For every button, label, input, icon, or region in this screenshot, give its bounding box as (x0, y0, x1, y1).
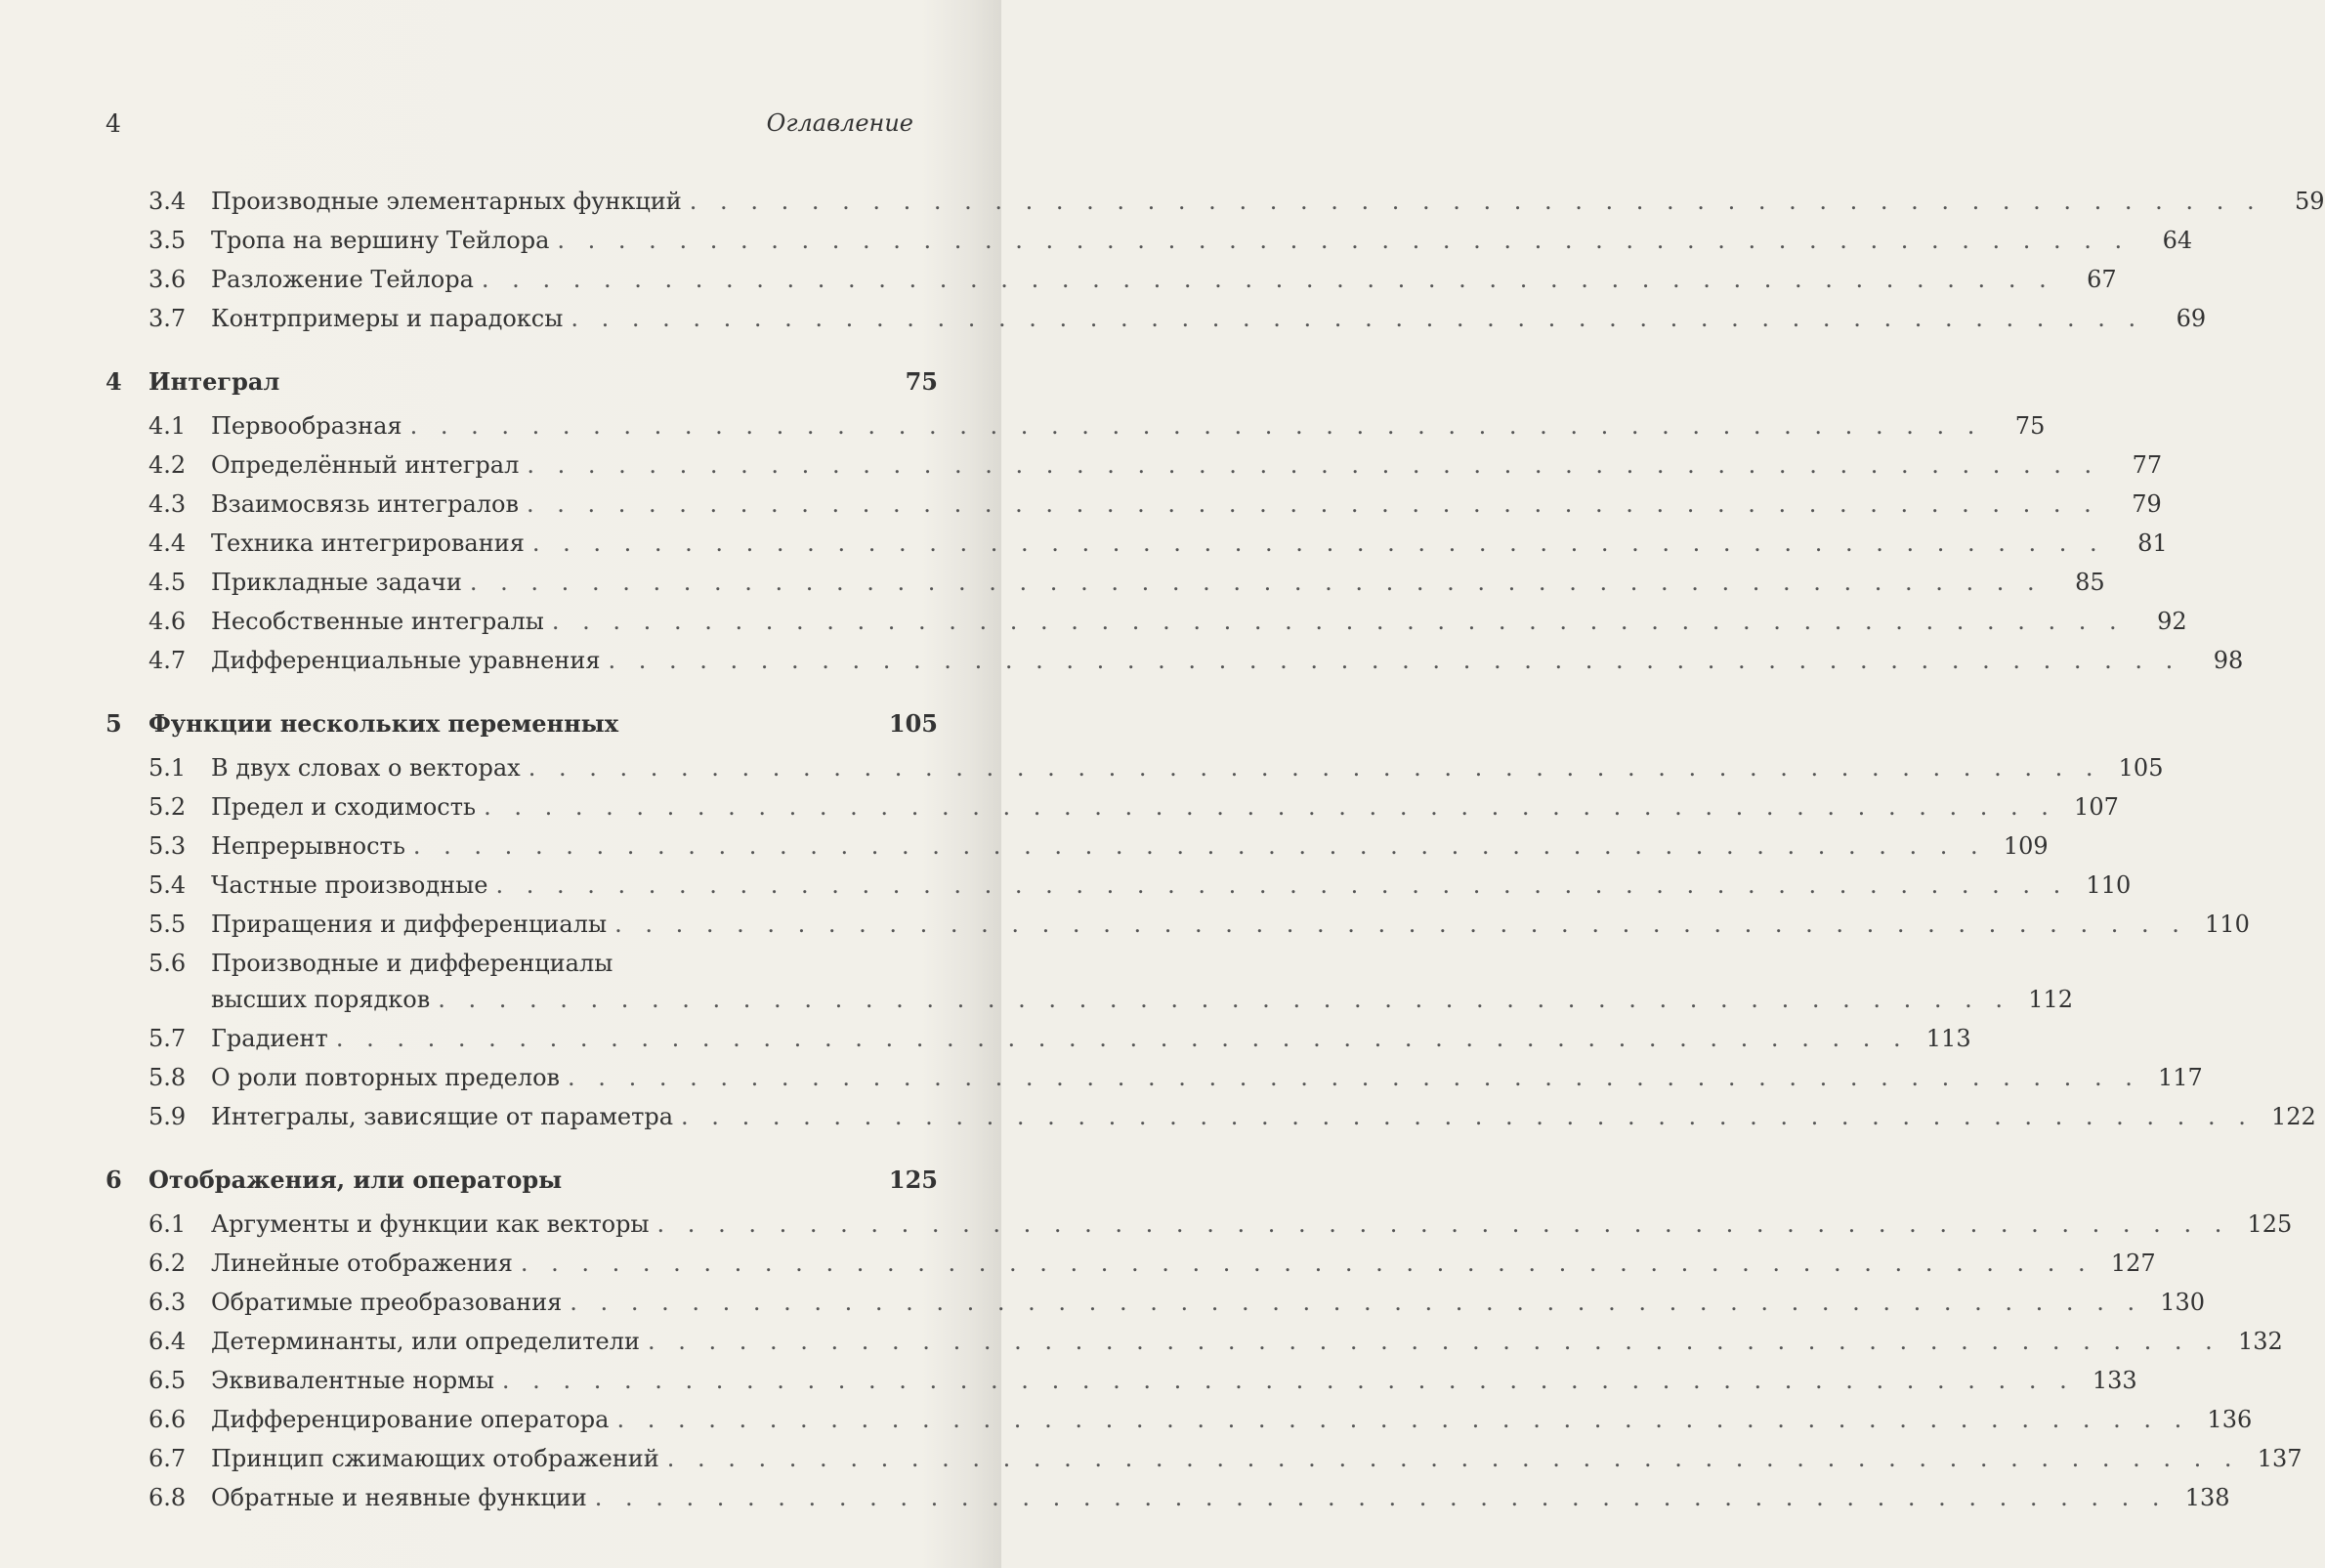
section-number: 6.8 (148, 1484, 187, 1511)
section-title: Разложение Тейлора (211, 266, 474, 293)
toc-entry (106, 1058, 2203, 1097)
section-title: Производные элементарных функций (211, 188, 682, 215)
dot-leader (484, 787, 2056, 826)
section-page: 130 (2160, 1289, 2206, 1316)
section-number: 5.1 (148, 754, 187, 782)
section-title: В двух словах о векторах (211, 754, 521, 782)
section-number: 6.5 (148, 1367, 187, 1394)
section-title: Предел и сходимость (211, 793, 477, 821)
section-page: 69 (2176, 305, 2207, 332)
toc-entry (106, 1478, 2230, 1517)
section-title: Непрерывность (211, 832, 405, 860)
section-page: 110 (2086, 871, 2132, 899)
toc-entry (106, 905, 2250, 944)
section-page: 85 (2075, 569, 2105, 596)
section-number: 6.6 (148, 1406, 187, 1433)
section-page: 132 (2237, 1328, 2283, 1355)
section-number: 4.1 (148, 412, 187, 440)
section-title: Первообразная (211, 412, 402, 440)
section-title: О роли повторных пределов (211, 1064, 561, 1091)
section-page: 113 (1925, 1025, 1971, 1052)
section-number: 5.3 (148, 832, 187, 860)
section-page: 92 (2157, 608, 2187, 635)
dot-leader (614, 905, 2187, 944)
toc-entry (106, 641, 2244, 680)
section-number: 4.5 (148, 569, 187, 596)
dot-leader (482, 260, 2054, 299)
section-number: 5.5 (148, 911, 187, 938)
section-page: 75 (2014, 412, 2046, 440)
section-page: 81 (2137, 530, 2168, 557)
dot-leader (667, 1439, 2240, 1478)
section-number: 6.3 (148, 1289, 187, 1316)
dot-leader (413, 826, 1986, 866)
running-title: Оглавление (766, 109, 913, 137)
section-number: 3.5 (148, 227, 187, 254)
toc-entry (106, 944, 2073, 1019)
dot-leader (568, 1058, 2140, 1097)
chapter-page: 75 (905, 367, 938, 396)
chapter-page: 105 (888, 709, 938, 738)
section-page: 67 (2087, 266, 2117, 293)
section-page: 125 (2247, 1210, 2293, 1238)
dot-leader (595, 1478, 2168, 1517)
section-number: 6.2 (148, 1250, 187, 1277)
section-title: Аргументы и функции как векторы (211, 1210, 650, 1238)
dot-leader (521, 1244, 2093, 1283)
dot-leader (570, 1283, 2142, 1322)
toc-entry (106, 1322, 2283, 1361)
section-title: Частные производные (211, 871, 488, 899)
section-number: 5.8 (148, 1064, 187, 1091)
toc-entry (106, 1361, 2137, 1400)
dot-leader (502, 1361, 2075, 1400)
section-title: Дифференциальные уравнения (211, 647, 601, 674)
page-number: 4 (106, 109, 121, 138)
dot-leader (410, 406, 1983, 445)
section-title: Эквивалентные нормы (211, 1367, 494, 1394)
chapter-heading (106, 367, 938, 406)
section-title: Градиент (211, 1025, 328, 1052)
section-page: 112 (2028, 986, 2073, 1013)
dot-leader (608, 641, 2180, 680)
dot-leader (657, 1205, 2230, 1244)
chapter-page: 125 (888, 1165, 938, 1194)
dot-leader (681, 1097, 2254, 1136)
section-title: Детерминанты, или определители (211, 1328, 640, 1355)
dot-leader (557, 221, 2130, 260)
section-number: 3.6 (148, 266, 187, 293)
chapter-title: Интеграл (148, 367, 280, 396)
section-page: 79 (2132, 490, 2162, 518)
section-page: 98 (2213, 647, 2244, 674)
section-page: 105 (2118, 754, 2164, 782)
toc-entry (106, 866, 2132, 905)
section-title: Обратные и неявные функции (211, 1484, 587, 1511)
section-title: Обратимые преобразования (211, 1289, 563, 1316)
section-number: 5.4 (148, 871, 187, 899)
section-number: 4.2 (148, 451, 187, 479)
chapter-title: Отображения, или операторы (148, 1165, 563, 1194)
dot-leader (690, 182, 2262, 221)
section-page: 77 (2132, 451, 2163, 479)
toc-entry (106, 1400, 2253, 1439)
toc-entry (106, 787, 2119, 826)
dot-leader (571, 299, 2143, 338)
toc-entry (106, 1283, 2206, 1322)
dot-leader (528, 748, 2101, 787)
toc-entry (106, 445, 2163, 485)
section-number: 6.7 (148, 1445, 187, 1472)
dot-leader (616, 1400, 2189, 1439)
toc-entry (106, 826, 2049, 866)
dot-leader (470, 563, 2043, 602)
toc-entry (106, 406, 2046, 445)
section-page: 137 (2257, 1445, 2303, 1472)
section-title: Тропа на вершину Тейлора (211, 227, 550, 254)
section-title: Прикладные задачи (211, 569, 462, 596)
dot-leader (527, 445, 2099, 485)
section-title: Приращения и дифференциалы (211, 911, 608, 938)
chapter-number: 4 (106, 367, 122, 396)
toc-entry (106, 485, 2162, 524)
section-title: Несобственные интегралы (211, 608, 544, 635)
toc-entry (106, 524, 2168, 563)
section-number: 4.7 (148, 647, 187, 674)
section-number: 5.2 (148, 793, 187, 821)
section-page: 109 (2003, 832, 2049, 860)
section-number: 4.4 (148, 530, 187, 557)
dot-leader (648, 1322, 2220, 1361)
section-number: 5.7 (148, 1025, 187, 1052)
toc-entry (106, 602, 2187, 641)
toc-entry (106, 748, 2164, 787)
dot-leader (336, 1019, 1909, 1058)
dot-leader (527, 485, 2099, 524)
toc-entry (106, 563, 2105, 602)
dot-leader (552, 602, 2125, 641)
section-page: 107 (2074, 793, 2119, 821)
toc-entry (106, 299, 2207, 338)
section-page: 127 (2110, 1250, 2156, 1277)
section-title: Дифференцирование оператора (211, 1406, 610, 1433)
section-title: высших порядков (211, 986, 431, 1013)
toc-entry (106, 1097, 2316, 1136)
dot-leader (495, 866, 2068, 905)
section-page: 117 (2158, 1064, 2203, 1091)
section-page: 136 (2207, 1406, 2253, 1433)
toc-entry (106, 1244, 2156, 1283)
toc-entry (106, 221, 2193, 260)
table-of-contents (106, 182, 2325, 1517)
chapter-title: Функции нескольких переменных (148, 709, 619, 738)
section-title: Взаимосвязь интегралов (211, 490, 519, 518)
section-title: Интегралы, зависящие от параметра (211, 1103, 674, 1130)
section-number: 5.9 (148, 1103, 187, 1130)
chapter-number: 6 (106, 1165, 122, 1194)
toc-entry (106, 260, 2117, 299)
toc-entry (106, 1205, 2293, 1244)
section-page: 64 (2162, 227, 2193, 254)
section-number: 5.6 (148, 950, 187, 977)
toc-entry (106, 182, 2325, 221)
toc-entry (106, 1439, 2303, 1478)
section-title: Техника интегрирования (211, 530, 525, 557)
chapter-number: 5 (106, 709, 122, 738)
section-page: 122 (2271, 1103, 2316, 1130)
section-page: 110 (2205, 911, 2250, 938)
chapter-heading (106, 709, 938, 748)
section-page: 59 (2295, 188, 2325, 215)
section-number: 4.6 (148, 608, 187, 635)
section-page: 138 (2184, 1484, 2230, 1511)
section-number: 6.1 (148, 1210, 187, 1238)
section-title-line: Производные и дифференциалы (211, 950, 613, 977)
chapter-heading (106, 1165, 938, 1205)
section-number: 3.4 (148, 188, 187, 215)
section-title: Принцип сжимающих отображений (211, 1445, 659, 1472)
section-number: 6.4 (148, 1328, 187, 1355)
section-number: 4.3 (148, 490, 187, 518)
section-number: 3.7 (148, 305, 187, 332)
dot-leader (438, 980, 2010, 1019)
section-title: Определённый интеграл (211, 451, 520, 479)
section-page: 133 (2092, 1367, 2137, 1394)
toc-entry (106, 1019, 1971, 1058)
dot-leader (532, 524, 2105, 563)
section-title: Контрпримеры и парадоксы (211, 305, 564, 332)
section-title: Линейные отображения (211, 1250, 513, 1277)
